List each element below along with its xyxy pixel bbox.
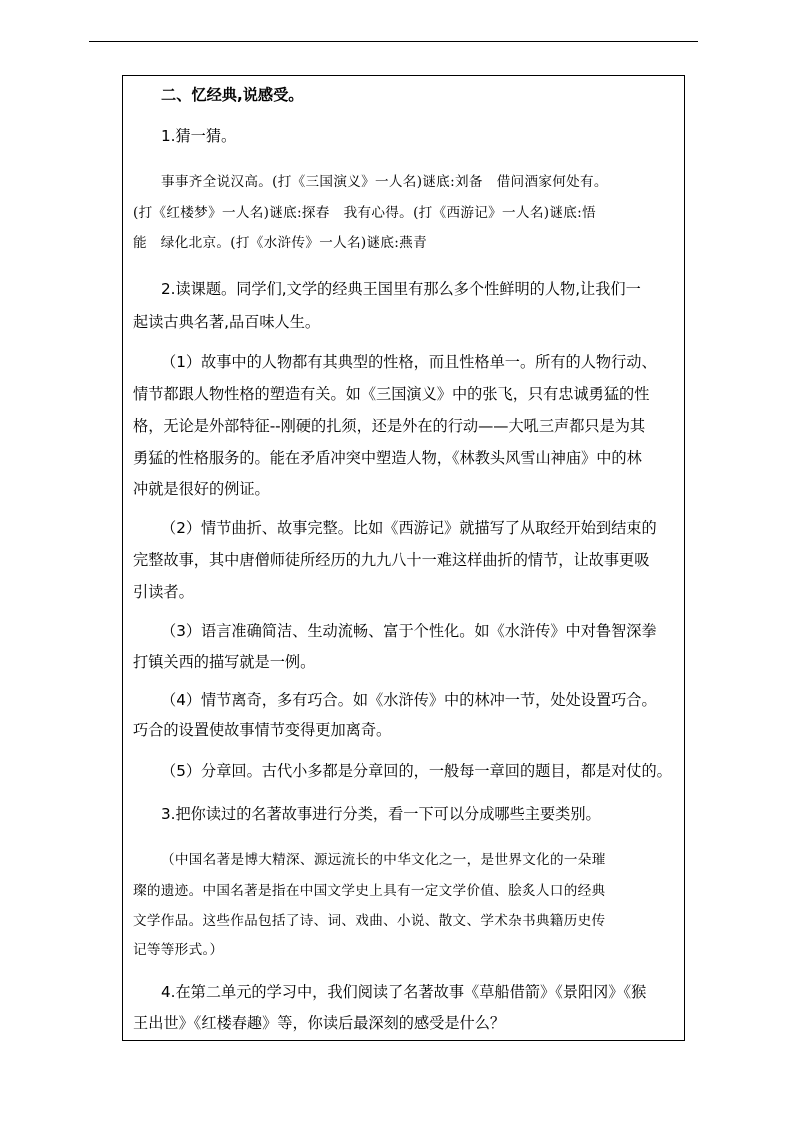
item3-note-line: 记等等形式。） (133, 942, 224, 958)
point2-line: 完整故事，其中唐僧师徒所经历的九九八十一难这样曲折的情节，让故事更吸 (133, 551, 650, 569)
item1-title: 1.猜一猜。 (161, 127, 237, 145)
item3-note-line: 璨的遗迹。中国名著是指在中国文学史上具有一定文学价值、脍炙人口的经典 (133, 883, 606, 899)
point5-line: （5）分章回。古代小多都是分章回的，一般每一章回的题目，都是对仗的。 (161, 762, 672, 780)
header-rule (89, 41, 698, 42)
point1-line: 勇猛的性格服务的。能在矛盾冲突中塑造人物，《林教头风雪山神庙》中的林 (133, 449, 642, 467)
item4-question-line: 王出世》《红楼春趣》等，你读后最深刻的感受是什么？ (133, 1014, 506, 1032)
point4-line: 巧合的设置使故事情节变得更加离奇。 (133, 721, 392, 739)
point1-line: （1）故事中的人物都有其典型的性格，而且性格单一。所有的人物行动、 (161, 353, 657, 371)
item4-question-line: 4.在第二单元的学习中，我们阅读了名著故事《草船借箭》《景阳冈》《猴 (161, 983, 647, 1001)
item3-note-line: 文学作品。这些作品包括了诗、词、戏曲、小说、散文、学术杂书典籍历史传 (133, 913, 606, 929)
riddle-line: 能 绿化北京。(打《水浒传》一人名)谜底:燕青 (133, 235, 427, 251)
point3-line: 打镇关西的描写就是一例。 (133, 653, 316, 671)
point2-line: （2）情节曲折、故事完整。比如《西游记》就描写了从取经开始到结束的 (161, 519, 657, 537)
point1-line: 冲就是很好的例证。 (133, 480, 270, 498)
point4-line: （4）情节离奇，多有巧合。如《水浒传》中的林冲一节，处处设置巧合。 (161, 691, 657, 709)
section-heading: 二、忆经典,说感受。 (161, 86, 304, 104)
riddle-line: 事事齐全说汉高。(打《三国演义》一人名)谜底:刘备 借问酒家何处有。 (161, 174, 608, 190)
item2-intro-line: 2.读课题。同学们,文学的经典王国里有那么多个性鲜明的人物,让我们一 (161, 280, 641, 298)
point3-line: （3）语言准确简洁、生动流畅、富于个性化。如《水浒传》中对鲁智深拳 (161, 622, 657, 640)
riddle-line: (打《红楼梦》一人名)谜底:探春 我有心得。(打《西游记》一人名)谜底:悟 (133, 205, 596, 221)
item3-title: 3.把你读过的名著故事进行分类，看一下可以分成哪些主要类别。 (161, 805, 601, 823)
item3-note-line: （中国名著是博大精深、源远流长的中华文化之一，是世界文化的一朵璀 (161, 852, 606, 868)
point1-line: 格，无论是外部特征--刚硬的扎须，还是外在的行动——大吼三声都只是为其 (133, 417, 646, 435)
point2-line: 引读者。 (133, 583, 194, 601)
point1-line: 情节都跟人物性格的塑造有关。如《三国演义》中的张飞，只有忠诚勇猛的性 (133, 385, 650, 403)
item2-intro-line: 起读古典名著,品百味人生。 (133, 313, 321, 331)
